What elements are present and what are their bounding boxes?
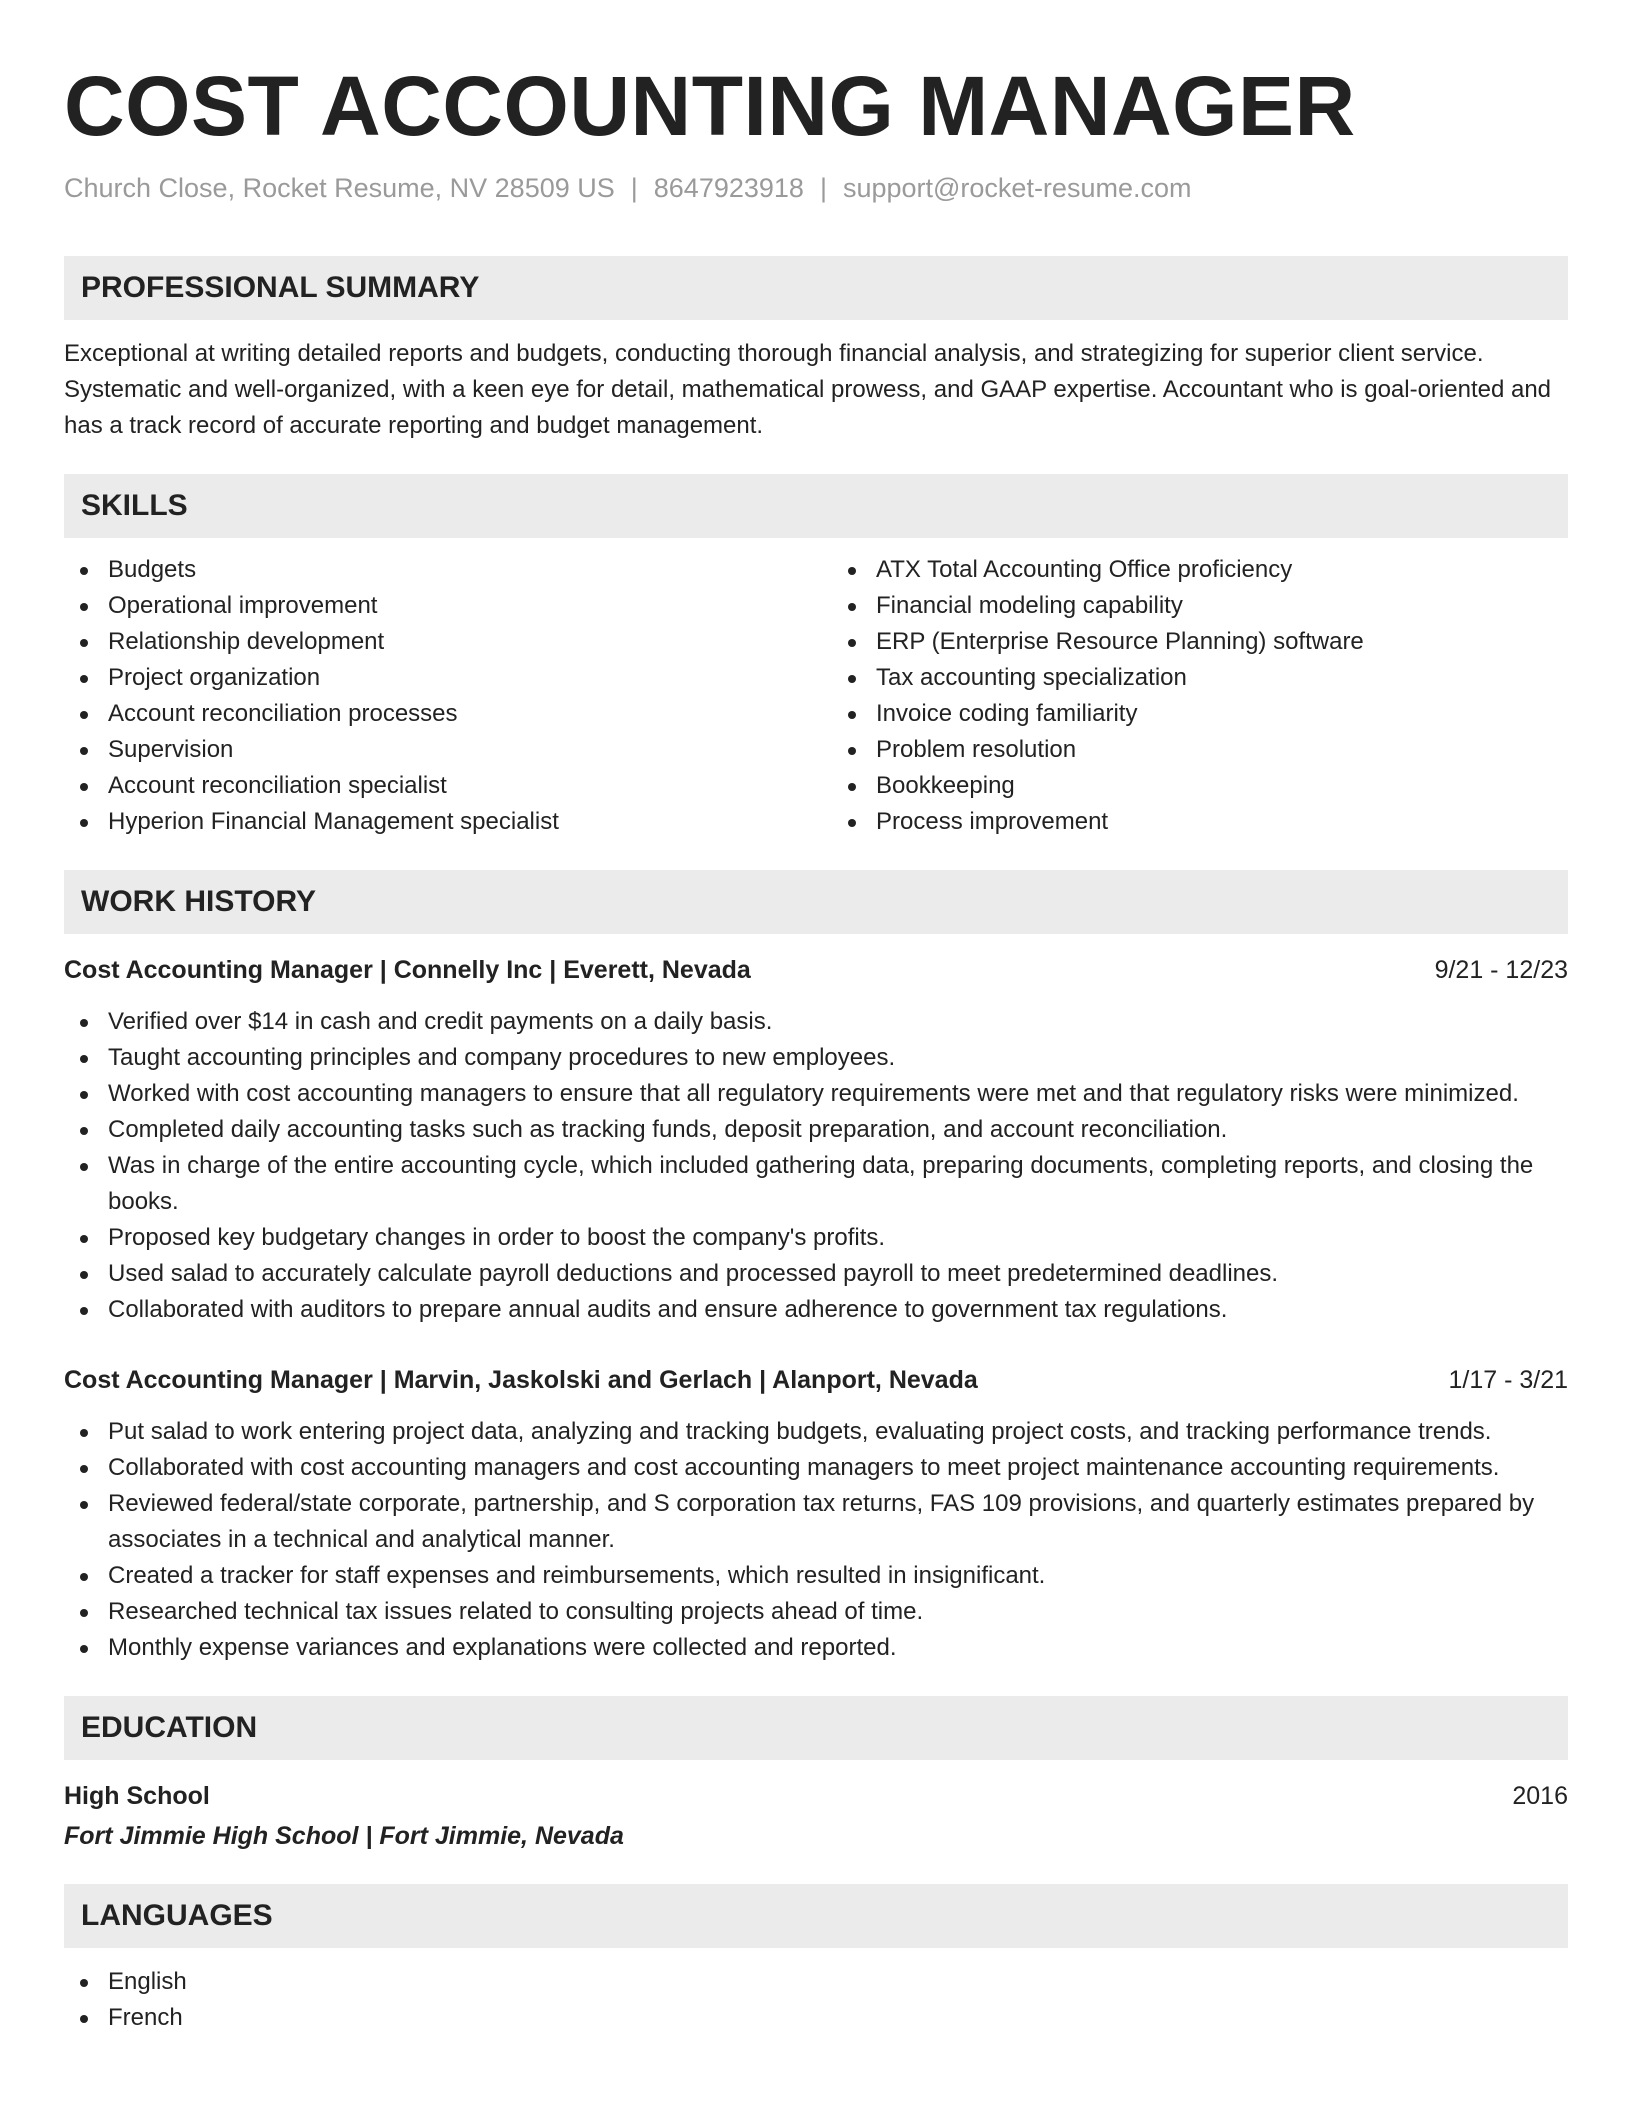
- skill-item: Financial modeling capability: [832, 588, 1568, 624]
- contact-address: Church Close, Rocket Resume, NV 28509 US: [64, 173, 615, 203]
- job-entry: [64, 1362, 1568, 1666]
- job-bullet: Put salad to work entering project data, analyzing and tracking budgets, evaluating project costs, and tracking performance trends.: [64, 1414, 1568, 1450]
- skill-item: Process improvement: [832, 804, 1568, 840]
- job-bullets: [64, 1414, 1568, 1666]
- skills-list: [64, 552, 1568, 840]
- skill-item: Account reconciliation specialist: [64, 768, 816, 804]
- education-header: [64, 1778, 1568, 1814]
- job-title: Cost Accounting Manager | Marvin, Jaskolski and Gerlach | Alanport, Nevada: [64, 1366, 978, 1394]
- skill-item: Supervision: [64, 732, 816, 768]
- job-bullet: Collaborated with auditors to prepare annual audits and ensure adherence to government tax regulations.: [64, 1292, 1568, 1328]
- skill-item: Tax accounting specialization: [832, 660, 1568, 696]
- job-bullet: Monthly expense variances and explanations were collected and reported.: [64, 1630, 1568, 1666]
- job-dates: 1/17 - 3/21: [1448, 1366, 1568, 1394]
- education-degree: High School: [64, 1782, 210, 1810]
- contact-separator: |: [819, 173, 827, 203]
- job-dates: 9/21 - 12/23: [1434, 956, 1568, 984]
- job-header: [64, 1362, 1568, 1398]
- job-bullet: Created a tracker for staff expenses and reimbursements, which resulted in insignificant.: [64, 1558, 1568, 1594]
- job-bullet: Collaborated with cost accounting managers and cost accounting managers to meet project maintenance accounting requirements.: [64, 1450, 1568, 1486]
- skill-item: Account reconciliation processes: [64, 696, 816, 732]
- job-entry: [64, 952, 1568, 1328]
- skill-item: Project organization: [64, 660, 816, 696]
- contact-line: [64, 170, 1568, 206]
- job-bullet: Taught accounting principles and company procedures to new employees.: [64, 1040, 1568, 1076]
- skills-column-right: [816, 552, 1568, 840]
- job-bullet: Proposed key budgetary changes in order to boost the company's profits.: [64, 1220, 1568, 1256]
- skill-item: ERP (Enterprise Resource Planning) software: [832, 624, 1568, 660]
- education-school: Fort Jimmie High School | Fort Jimmie, Nevada: [64, 1822, 624, 1850]
- language-item: English: [64, 1964, 1568, 2000]
- section-heading-summary: PROFESSIONAL SUMMARY: [64, 256, 1568, 320]
- section-heading-education: EDUCATION: [64, 1696, 1568, 1760]
- job-bullet: Completed daily accounting tasks such as tracking funds, deposit preparation, and account reconciliation.: [64, 1112, 1568, 1148]
- languages-list: [64, 1964, 1568, 2036]
- skill-item: Invoice coding familiarity: [832, 696, 1568, 732]
- page-title: COST ACCOUNTING MANAGER: [64, 59, 1356, 153]
- section-heading-skills: SKILLS: [64, 474, 1568, 538]
- job-bullet: Researched technical tax issues related to consulting projects ahead of time.: [64, 1594, 1568, 1630]
- contact-phone: 8647923918: [653, 173, 804, 203]
- skill-item: Bookkeeping: [832, 768, 1568, 804]
- summary-text: Exceptional at writing detailed reports and budgets, conducting thorough financial analysis, and strategizing for superior client service. Systematic and well-organized, with a keen eye for detail, mathematical prowess, and GAAP expertise. Accountant who is goal-oriented and has a track record of accurate reporting and budget management.: [64, 340, 1552, 439]
- skill-item: ATX Total Accounting Office proficiency: [832, 552, 1568, 588]
- skills-column-left: [64, 552, 816, 840]
- section-heading-languages: LANGUAGES: [64, 1884, 1568, 1948]
- job-bullet: Was in charge of the entire accounting cycle, which included gathering data, preparing documents, completing reports, and closing the books.: [64, 1148, 1568, 1220]
- contact-email: support@rocket-resume.com: [842, 173, 1192, 203]
- skill-item: Problem resolution: [832, 732, 1568, 768]
- job-header: [64, 952, 1568, 988]
- job-bullets: [64, 1004, 1568, 1328]
- skill-item: Operational improvement: [64, 588, 816, 624]
- job-bullet: Used salad to accurately calculate payroll deductions and processed payroll to meet predetermined deadlines.: [64, 1256, 1568, 1292]
- contact-separator: |: [630, 173, 638, 203]
- job-bullet: Worked with cost accounting managers to ensure that all regulatory requirements were met and that regulatory risks were minimized.: [64, 1076, 1568, 1112]
- job-bullet: Verified over $14 in cash and credit payments on a daily basis.: [64, 1004, 1568, 1040]
- skill-item: Relationship development: [64, 624, 816, 660]
- skill-item: Hyperion Financial Management specialist: [64, 804, 816, 840]
- job-title: Cost Accounting Manager | Connelly Inc | Everett, Nevada: [64, 956, 751, 984]
- language-item: French: [64, 2000, 1568, 2036]
- skill-item: Budgets: [64, 552, 816, 588]
- job-bullet: Reviewed federal/state corporate, partnership, and S corporation tax returns, FAS 109 provisions, and quarterly estimates prepared by associates in a technical and analytical manner.: [64, 1486, 1568, 1558]
- education-year: 2016: [1512, 1782, 1568, 1810]
- section-heading-work: WORK HISTORY: [64, 870, 1568, 934]
